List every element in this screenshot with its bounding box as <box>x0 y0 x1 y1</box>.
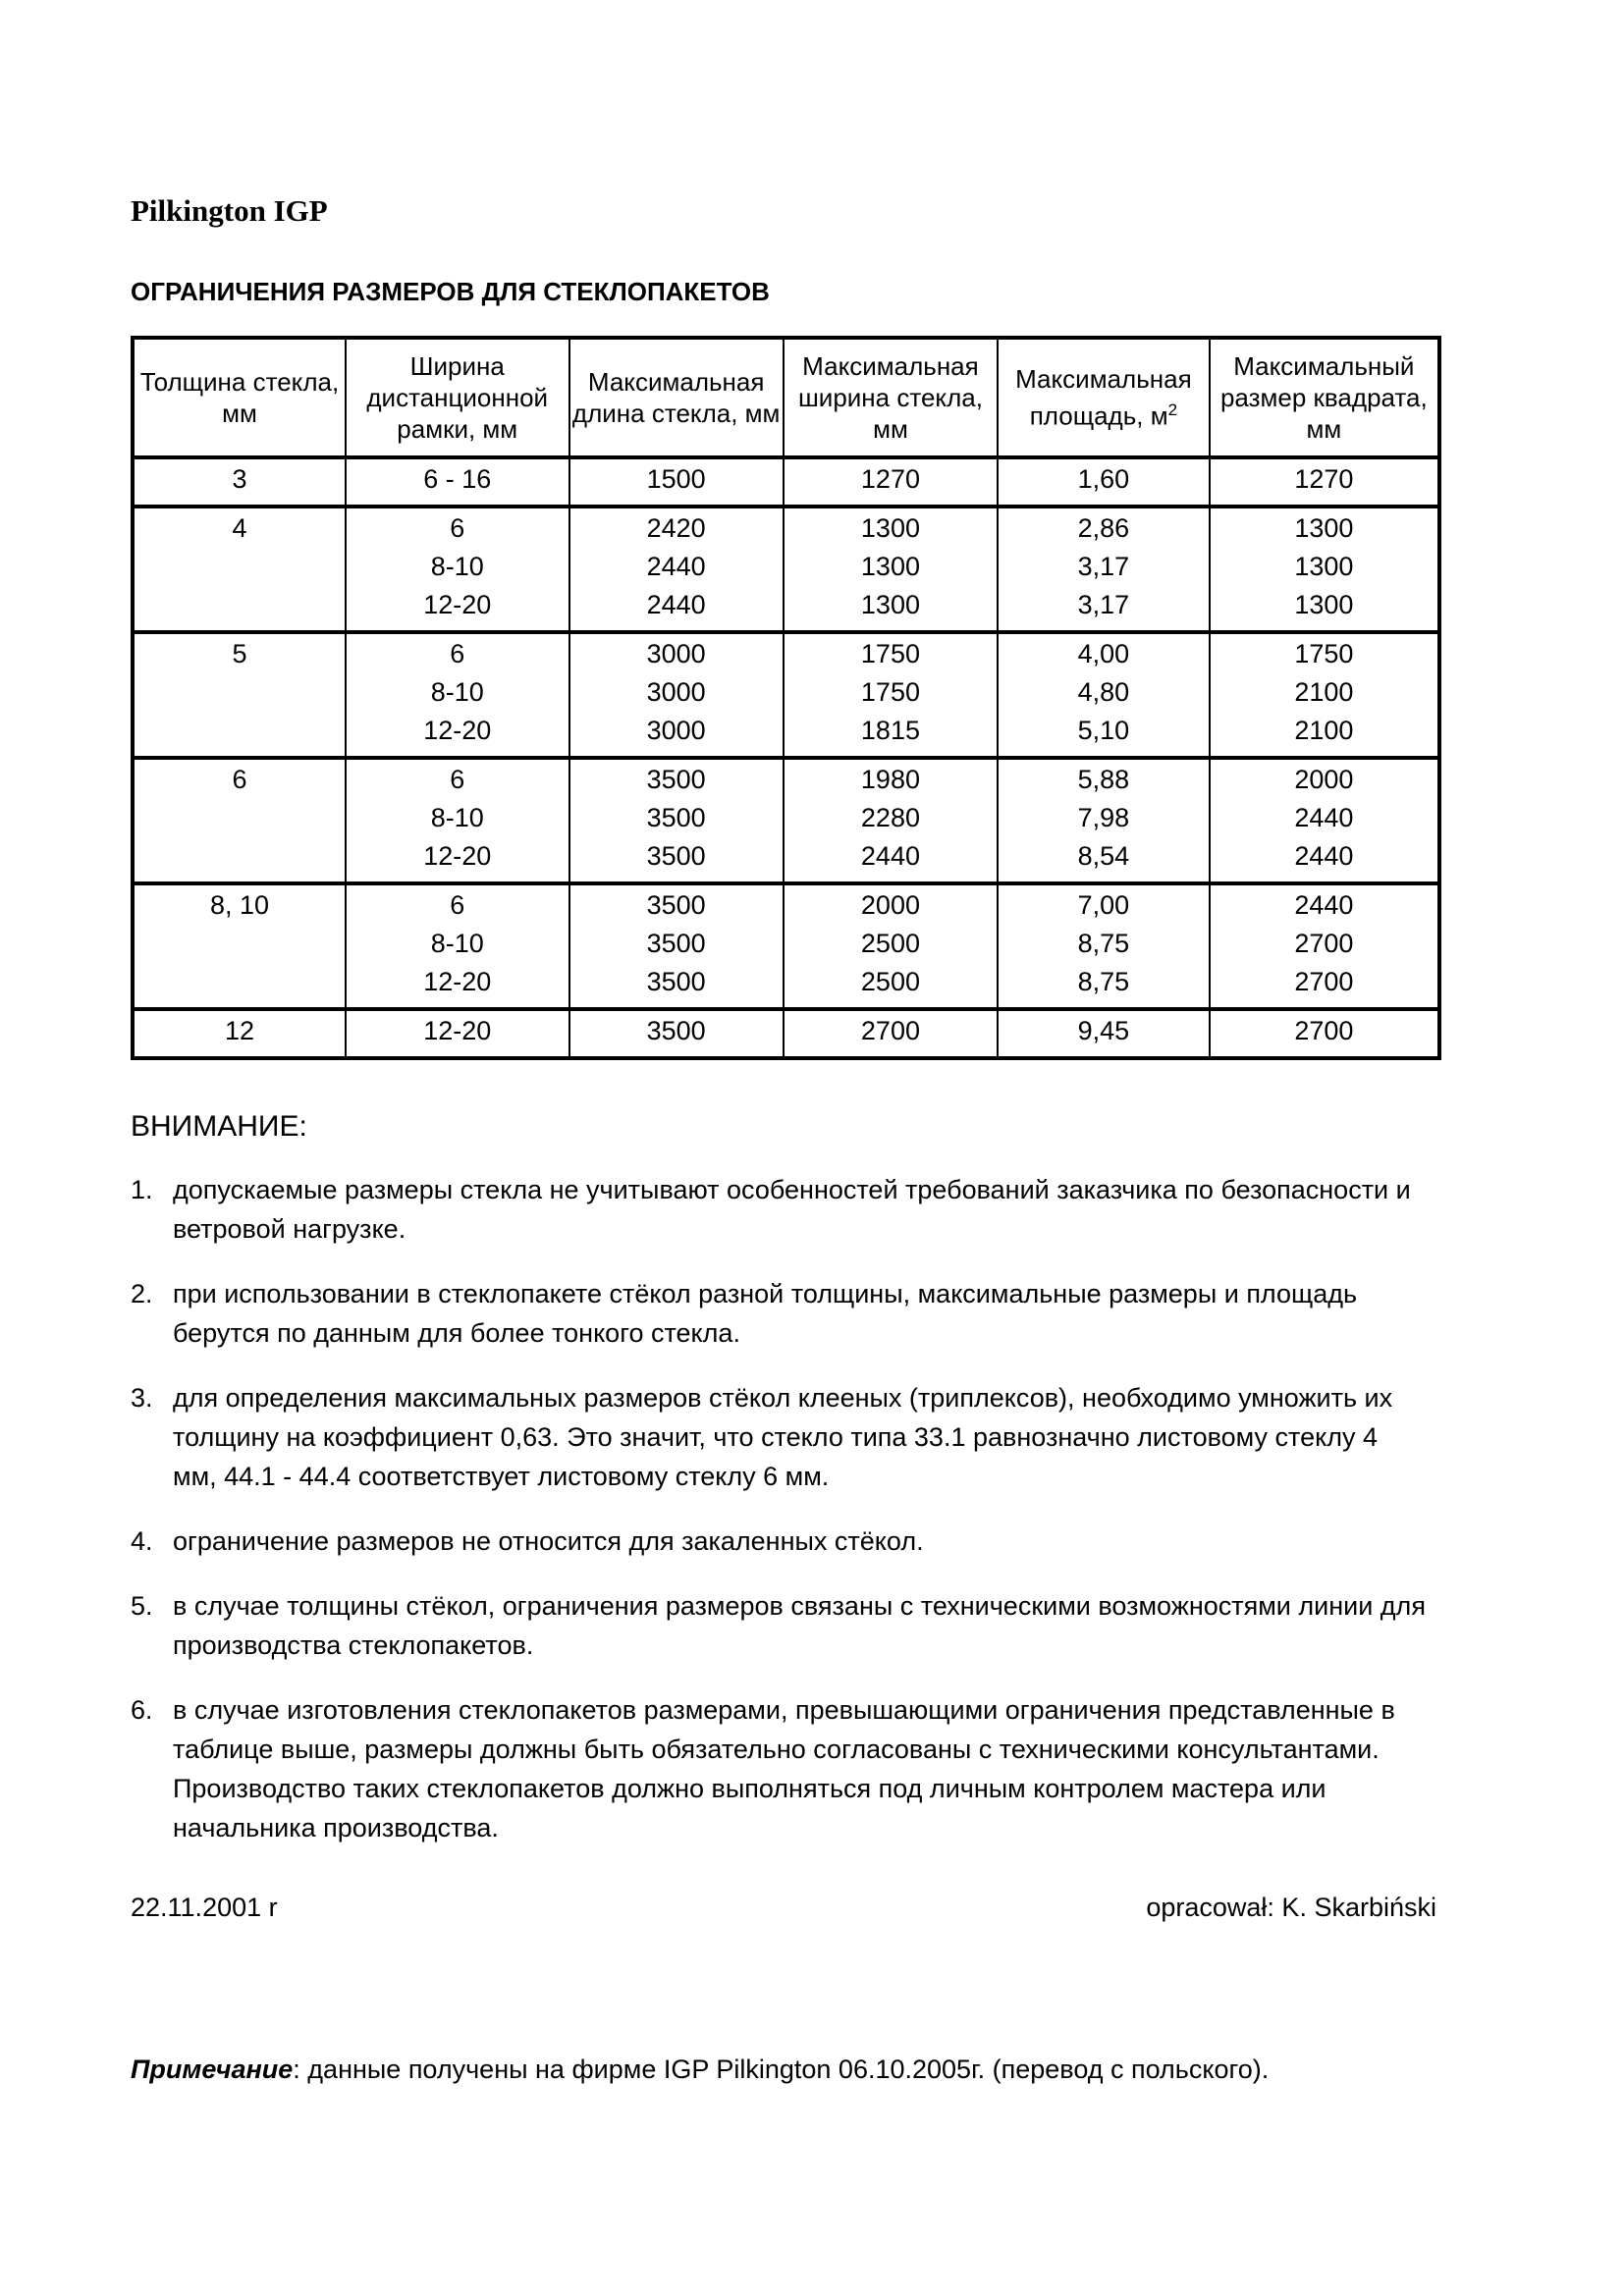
table-group-row <box>133 758 1439 883</box>
cell-line: 12-20 <box>423 1016 492 1045</box>
value-cell <box>1210 758 1439 883</box>
cell-line: 2500 <box>860 929 920 958</box>
cell-line: 5,10 <box>1077 716 1130 745</box>
cell-line: 3500 <box>646 890 706 920</box>
attention-item-number: 4. <box>131 1526 153 1556</box>
cell-line: 12-20 <box>423 590 492 619</box>
value-cell <box>998 457 1210 507</box>
thickness-cell <box>133 1009 346 1058</box>
cell-line: 1750 <box>860 677 920 707</box>
cell-line: 8,75 <box>1077 967 1130 996</box>
cell-line: 1300 <box>860 513 920 543</box>
attention-item-number: 5. <box>131 1591 153 1621</box>
value-cell <box>346 632 569 758</box>
value-cell <box>569 758 784 883</box>
cell-line: 8-10 <box>430 552 484 581</box>
cell-line: 2000 <box>860 890 920 920</box>
table-header-row <box>133 338 1439 457</box>
cell-line: 3000 <box>646 677 706 707</box>
attention-item <box>131 1274 1427 1353</box>
thickness-cell <box>133 632 346 758</box>
cell-line: 2440 <box>646 552 706 581</box>
attention-item <box>131 1522 1427 1561</box>
attention-item-text: ограничение размеров не относится для закаленных стёкол. <box>173 1526 924 1556</box>
cell-line: 3000 <box>646 639 706 668</box>
value-cell <box>346 758 569 883</box>
cell-line: 2420 <box>646 513 706 543</box>
cell-line: 3500 <box>646 1016 706 1045</box>
cell-line: 6 <box>232 765 247 794</box>
cell-line: 2100 <box>1294 677 1354 707</box>
document-title: Pilkington IGP <box>131 193 328 228</box>
attention-item <box>131 1378 1427 1496</box>
cell-line: 1815 <box>860 716 920 745</box>
value-cell <box>1210 632 1439 758</box>
column-header: Максимальный размер квадрата, мм <box>1210 338 1439 457</box>
size-limits-table <box>131 336 1441 1060</box>
cell-line: 2700 <box>1294 929 1354 958</box>
cell-line: 4,00 <box>1077 639 1130 668</box>
attention-item-text: в случае изготовления стеклопакетов размерами, превышающими ограничения представленные в таблице выше, размеры должны быть обязательно согласованы с техническими консультантами. Производство таких стеклопакетов должно выполняться под личным контролем мастера или начальника производства. <box>173 1695 1395 1842</box>
cell-line: 9,45 <box>1077 1016 1130 1045</box>
cell-line: 8,75 <box>1077 929 1130 958</box>
cell-line: 6 - 16 <box>423 464 492 494</box>
value-cell <box>998 883 1210 1009</box>
superscript: 2 <box>1167 400 1178 420</box>
cell-line: 12-20 <box>423 967 492 996</box>
cell-line: 2700 <box>1294 967 1354 996</box>
column-header-text: Максимальная площадь, м <box>1015 364 1192 431</box>
document-subtitle: ОГРАНИЧЕНИЯ РАЗМЕРОВ ДЛЯ СТЕКЛОПАКЕТОВ <box>131 277 770 306</box>
value-cell <box>998 1009 1210 1058</box>
column-header: Максимальная ширина стекла, мм <box>784 338 998 457</box>
attention-item-number: 6. <box>131 1695 153 1725</box>
attention-item-text: для определения максимальных размеров стёкол клееных (триплексов), необходимо умножить их толщину на коэффициент 0,63. Это значит, что стекло типа 33.1 равнозначно листовому стеклу 4 мм, 44.1 - 44.4 соответствует листовому стеклу 6 мм. <box>173 1383 1393 1491</box>
cell-line: 2280 <box>860 803 920 832</box>
cell-line: 8,54 <box>1077 841 1130 871</box>
cell-line: 1980 <box>860 765 920 794</box>
cell-line: 12-20 <box>423 716 492 745</box>
cell-line: 2700 <box>860 1016 920 1045</box>
attention-item-text: в случае толщины стёкол, ограничения размеров связаны с техническими возможностями линии для производства стеклопакетов. <box>173 1591 1426 1660</box>
cell-line: 1270 <box>1294 464 1354 494</box>
cell-line: 5,88 <box>1077 765 1130 794</box>
cell-line: 3500 <box>646 765 706 794</box>
cell-line: 1750 <box>860 639 920 668</box>
cell-line: 2440 <box>1294 803 1354 832</box>
value-cell <box>569 457 784 507</box>
value-cell <box>784 507 998 632</box>
cell-line: 1300 <box>1294 513 1354 543</box>
cell-line: 3 <box>232 464 247 494</box>
value-cell <box>784 457 998 507</box>
cell-line: 4 <box>232 513 247 543</box>
attention-item <box>131 1586 1427 1665</box>
cell-line: 12 <box>224 1016 254 1045</box>
attention-item <box>131 1690 1427 1847</box>
column-header: Толщина стекла, мм <box>133 338 346 457</box>
value-cell <box>569 632 784 758</box>
cell-line: 3000 <box>646 716 706 745</box>
value-cell <box>998 507 1210 632</box>
cell-line: 1270 <box>860 464 920 494</box>
value-cell <box>784 632 998 758</box>
attention-heading: ВНИМАНИЕ: <box>131 1110 307 1143</box>
thickness-cell <box>133 507 346 632</box>
cell-line: 3500 <box>646 929 706 958</box>
table-body <box>133 457 1439 1058</box>
attention-item-text: при использовании в стеклопакете стёкол разной толщины, максимальные размеры и площадь берутся по данным для более тонкого стекла. <box>173 1279 1358 1348</box>
cell-line: 8-10 <box>430 929 484 958</box>
document-author: opracował: K. Skarbiński <box>1146 1893 1436 1922</box>
bottom-note-label: Примечание <box>131 2055 294 2084</box>
cell-line: 1300 <box>860 590 920 619</box>
document-date: 22.11.2001 r <box>131 1893 278 1922</box>
cell-line: 8-10 <box>430 803 484 832</box>
footer-line <box>131 1891 1436 1924</box>
cell-line: 6 <box>450 513 465 543</box>
thickness-cell <box>133 758 346 883</box>
value-cell <box>1210 883 1439 1009</box>
cell-line: 1750 <box>1294 639 1354 668</box>
cell-line: 6 <box>450 890 465 920</box>
cell-line: 2440 <box>1294 841 1354 871</box>
cell-line: 1300 <box>860 552 920 581</box>
value-cell <box>784 758 998 883</box>
value-cell <box>784 1009 998 1058</box>
table-header <box>133 338 1439 457</box>
cell-line: 4,80 <box>1077 677 1130 707</box>
cell-line: 6 <box>450 765 465 794</box>
table-group-row <box>133 507 1439 632</box>
cell-line: 2,86 <box>1077 513 1130 543</box>
cell-line: 1300 <box>1294 590 1354 619</box>
cell-line: 1300 <box>1294 552 1354 581</box>
value-cell <box>346 883 569 1009</box>
cell-line: 2700 <box>1294 1016 1354 1045</box>
cell-line: 1,60 <box>1077 464 1130 494</box>
cell-line: 2500 <box>860 967 920 996</box>
value-cell <box>346 457 569 507</box>
attention-item-number: 2. <box>131 1279 153 1308</box>
value-cell <box>998 632 1210 758</box>
value-cell <box>1210 457 1439 507</box>
thickness-cell <box>133 883 346 1009</box>
thickness-cell <box>133 457 346 507</box>
attention-item <box>131 1170 1427 1249</box>
cell-line: 12-20 <box>423 841 492 871</box>
value-cell <box>1210 507 1439 632</box>
cell-line: 7,00 <box>1077 890 1130 920</box>
attention-item-number: 3. <box>131 1383 153 1413</box>
value-cell <box>569 883 784 1009</box>
cell-line: 3500 <box>646 841 706 871</box>
value-cell <box>998 758 1210 883</box>
table-group-row <box>133 632 1439 758</box>
value-cell <box>569 507 784 632</box>
attention-item-number: 1. <box>131 1175 153 1204</box>
cell-line: 5 <box>232 639 247 668</box>
cell-line: 2100 <box>1294 716 1354 745</box>
bottom-note-text: : данные получены на фирме IGP Pilkington 06.10.2005г. (перевод с польского). <box>293 2055 1270 2084</box>
value-cell <box>784 883 998 1009</box>
cell-line: 2440 <box>646 590 706 619</box>
bottom-note <box>131 2050 1427 2089</box>
cell-line: 3,17 <box>1077 552 1130 581</box>
table-group-row <box>133 883 1439 1009</box>
cell-line: 2440 <box>860 841 920 871</box>
column-header: Ширина дистанционной рамки, мм <box>346 338 569 457</box>
value-cell <box>569 1009 784 1058</box>
table-group-row <box>133 1009 1439 1058</box>
table-group-row <box>133 457 1439 507</box>
cell-line: 1500 <box>646 464 706 494</box>
attention-item-text: допускаемые размеры стекла не учитывают особенностей требований заказчика по безопасности и ветровой нагрузке. <box>173 1175 1411 1244</box>
cell-line: 3500 <box>646 967 706 996</box>
cell-line: 7,98 <box>1077 803 1130 832</box>
cell-line: 2440 <box>1294 890 1354 920</box>
cell-line: 3,17 <box>1077 590 1130 619</box>
cell-line: 2000 <box>1294 765 1354 794</box>
column-header <box>998 338 1210 457</box>
cell-line: 6 <box>450 639 465 668</box>
value-cell <box>346 507 569 632</box>
value-cell <box>1210 1009 1439 1058</box>
cell-line: 8-10 <box>430 677 484 707</box>
attention-list <box>131 1170 1467 1847</box>
value-cell <box>346 1009 569 1058</box>
column-header: Максимальная длина стекла, мм <box>569 338 784 457</box>
cell-line: 3500 <box>646 803 706 832</box>
cell-line: 8, 10 <box>209 890 269 920</box>
